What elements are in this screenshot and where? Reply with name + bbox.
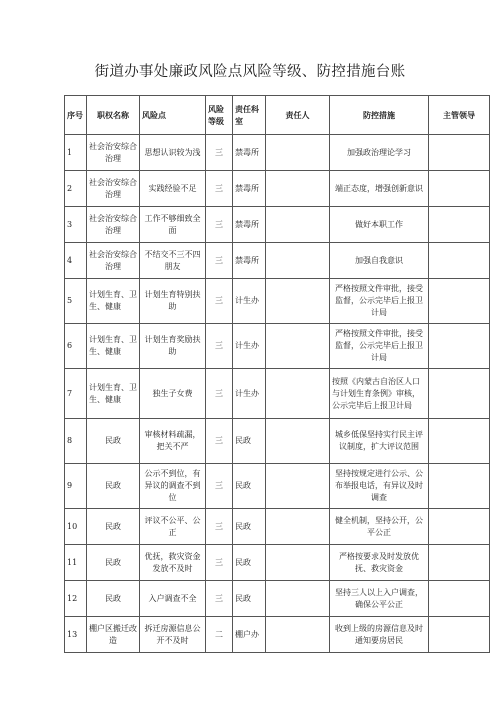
cell-leader (429, 171, 490, 207)
cell-leader (429, 207, 490, 243)
cell-level: 三 (206, 243, 233, 279)
table-row (65, 545, 490, 581)
cell-person (266, 369, 330, 419)
cell-leader (429, 243, 490, 279)
cell-dept: 禁毒所 (233, 171, 266, 207)
cell-leader (429, 279, 490, 324)
table-row (65, 581, 490, 617)
cell-no: 10 (65, 509, 87, 545)
cell-measure: 加强政治理论学习 (330, 135, 429, 171)
cell-person (266, 509, 330, 545)
cell-dept: 民政 (233, 509, 266, 545)
cell-dept: 民政 (233, 464, 266, 509)
cell-risk: 拆迁房源信息公开不及时 (140, 617, 206, 653)
cell-dept: 禁毒所 (233, 243, 266, 279)
cell-level: 三 (206, 464, 233, 509)
cell-no: 8 (65, 419, 87, 464)
cell-name: 民政 (87, 419, 140, 464)
cell-dept: 计生办 (233, 279, 266, 324)
cell-measure: 坚持按规定进行公示、公布举报电话，有异议及时调查 (330, 464, 429, 509)
cell-name: 计划生育、卫生、健康 (87, 324, 140, 369)
table-row (65, 207, 490, 243)
header-level: 风险等级 (206, 96, 233, 135)
cell-measure: 严格按要求及时发放优抚、救灾资金 (330, 545, 429, 581)
table-row (65, 324, 490, 369)
cell-measure: 加强自我意识 (330, 243, 429, 279)
cell-name: 计划生育、卫生、健康 (87, 279, 140, 324)
table-row (65, 279, 490, 324)
cell-leader (429, 509, 490, 545)
table-row (65, 617, 490, 653)
cell-level: 三 (206, 171, 233, 207)
cell-name: 社会治安综合治理 (87, 171, 140, 207)
cell-level: 三 (206, 207, 233, 243)
table-row (65, 464, 490, 509)
cell-no: 12 (65, 581, 87, 617)
cell-dept: 民政 (233, 581, 266, 617)
cell-risk: 公示不到位，有异议的调查不到位 (140, 464, 206, 509)
cell-level: 三 (206, 369, 233, 419)
cell-measure: 做好本职工作 (330, 207, 429, 243)
cell-leader (429, 324, 490, 369)
cell-no: 9 (65, 464, 87, 509)
cell-no: 4 (65, 243, 87, 279)
cell-level: 三 (206, 419, 233, 464)
cell-leader (429, 581, 490, 617)
cell-level: 二 (206, 617, 233, 653)
cell-risk: 不结交不三不四朋友 (140, 243, 206, 279)
cell-dept: 民政 (233, 545, 266, 581)
cell-level: 三 (206, 279, 233, 324)
cell-no: 11 (65, 545, 87, 581)
table-row (65, 509, 490, 545)
cell-no: 2 (65, 171, 87, 207)
cell-no: 3 (65, 207, 87, 243)
cell-measure: 坚持三人以上入户调查，确保公平公正 (330, 581, 429, 617)
cell-name: 棚户区搬迁改造 (87, 617, 140, 653)
header-person: 责任人 (266, 96, 330, 135)
cell-measure: 严格按照文件审批，接受监督，公示完毕后上报卫计局 (330, 324, 429, 369)
cell-dept: 禁毒所 (233, 207, 266, 243)
header-name: 职权名称 (87, 96, 140, 135)
cell-risk: 独生子女费 (140, 369, 206, 419)
cell-leader (429, 545, 490, 581)
cell-person (266, 581, 330, 617)
cell-leader (429, 464, 490, 509)
cell-risk: 思想认识较为浅 (140, 135, 206, 171)
table-row (65, 419, 490, 464)
cell-measure: 严格按照文件审批，接受监督，公示完毕后上报卫计局 (330, 279, 429, 324)
cell-level: 三 (206, 135, 233, 171)
cell-leader (429, 419, 490, 464)
cell-leader (429, 617, 490, 653)
cell-leader (429, 369, 490, 419)
cell-risk: 计划生育奖励扶助 (140, 324, 206, 369)
cell-measure: 端正态度，增强创新意识 (330, 171, 429, 207)
cell-person (266, 279, 330, 324)
cell-measure: 收到上级的房源信息及时通知要房居民 (330, 617, 429, 653)
cell-risk: 优抚，救灾资金发放不及时 (140, 545, 206, 581)
table-header-row (65, 96, 490, 135)
cell-no: 7 (65, 369, 87, 419)
cell-name: 社会治安综合治理 (87, 243, 140, 279)
cell-level: 三 (206, 324, 233, 369)
cell-dept: 计生办 (233, 324, 266, 369)
table-row (65, 369, 490, 419)
cell-measure: 按照《内蒙古自治区人口与计划生育条例》审核，公示完毕后上报卫计局 (330, 369, 429, 419)
cell-name: 社会治安综合治理 (87, 135, 140, 171)
table-row (65, 171, 490, 207)
cell-name: 计划生育、卫生、健康 (87, 369, 140, 419)
cell-name: 民政 (87, 464, 140, 509)
cell-no: 5 (65, 279, 87, 324)
cell-risk: 计划生育特别扶助 (140, 279, 206, 324)
cell-measure: 健全机制，坚持公开，公平公正 (330, 509, 429, 545)
cell-no: 13 (65, 617, 87, 653)
cell-dept: 计生办 (233, 369, 266, 419)
cell-person (266, 545, 330, 581)
header-leader: 主管领导 (429, 96, 490, 135)
cell-no: 1 (65, 135, 87, 171)
header-risk: 风险点 (140, 96, 206, 135)
cell-level: 三 (206, 581, 233, 617)
cell-dept: 棚户办 (233, 617, 266, 653)
cell-name: 社会治安综合治理 (87, 207, 140, 243)
cell-person (266, 207, 330, 243)
header-measure: 防控措施 (330, 96, 429, 135)
cell-person (266, 324, 330, 369)
cell-name: 民政 (87, 509, 140, 545)
cell-level: 三 (206, 509, 233, 545)
header-no: 序号 (65, 96, 87, 135)
cell-risk: 入户调查不全 (140, 581, 206, 617)
table-row (65, 135, 490, 171)
cell-no: 6 (65, 324, 87, 369)
cell-dept: 民政 (233, 419, 266, 464)
cell-dept: 禁毒所 (233, 135, 266, 171)
cell-person (266, 617, 330, 653)
cell-person (266, 419, 330, 464)
page-title: 街道办事处廉政风险点风险等级、防控措施台账 (94, 64, 406, 80)
cell-risk: 工作不够细致全面 (140, 207, 206, 243)
cell-name: 民政 (87, 581, 140, 617)
cell-risk: 评议不公平、公正 (140, 509, 206, 545)
risk-table (64, 95, 490, 653)
table-row (65, 243, 490, 279)
cell-person (266, 135, 330, 171)
cell-name: 民政 (87, 545, 140, 581)
cell-measure: 城乡低保坚持实行民主评议制度，扩大评议范围 (330, 419, 429, 464)
header-dept: 责任科室 (233, 96, 266, 135)
cell-risk: 审核材料疏漏，把关不严 (140, 419, 206, 464)
cell-person (266, 243, 330, 279)
cell-risk: 实践经验不足 (140, 171, 206, 207)
cell-person (266, 464, 330, 509)
cell-leader (429, 135, 490, 171)
cell-person (266, 171, 330, 207)
cell-level: 三 (206, 545, 233, 581)
